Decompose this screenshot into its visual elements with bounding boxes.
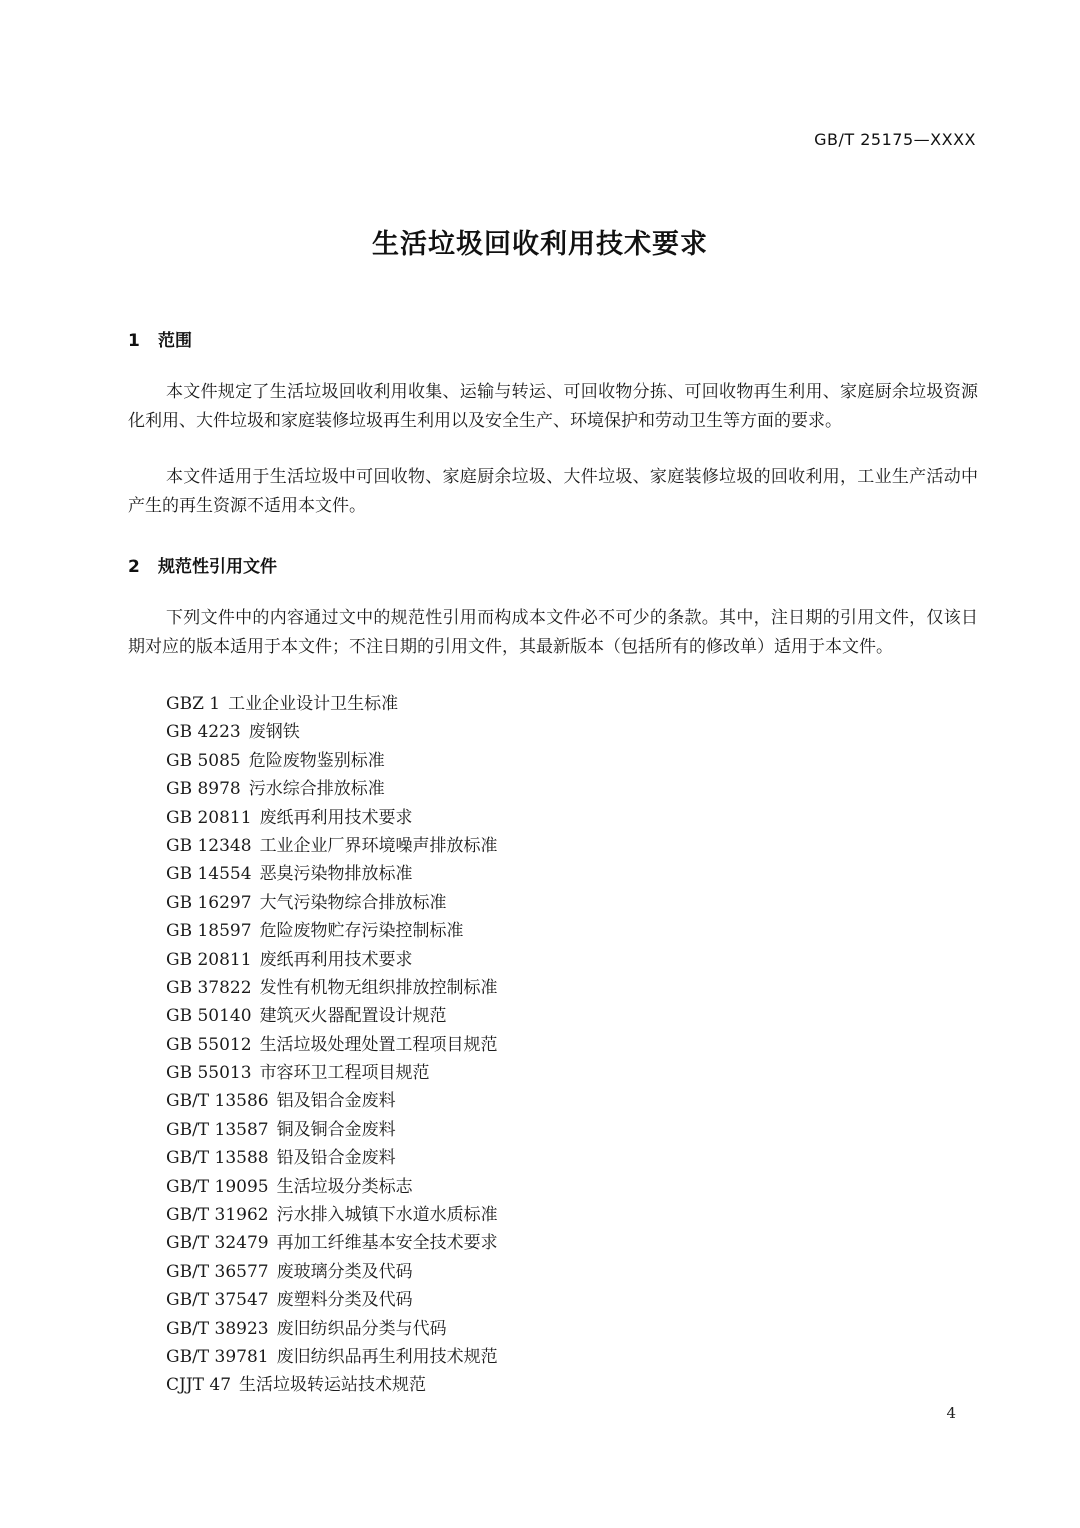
reference-code: GB/T 32479	[166, 1233, 269, 1254]
reference-item	[166, 747, 498, 775]
section-2-intro: 下列文件中的内容通过文中的规范性引用而构成本文件必不可少的条款。其中，注日期的引用文件，仅该日期对应的版本适用于本文件；不注日期的引用文件，其最新版本（包括所有的修改单）适用于本文件。	[128, 608, 978, 657]
reference-code: GB 55013	[166, 1063, 252, 1084]
reference-code: GB 8978	[166, 779, 241, 800]
reference-code: GB 37822	[166, 977, 252, 998]
reference-title: 工业企业厂界环境噪声排放标准	[259, 835, 498, 856]
reference-title: 建筑灭火器配置设计规范	[259, 1006, 447, 1027]
reference-item	[166, 1258, 498, 1286]
section-1-heading	[128, 326, 192, 351]
reference-title: 大气污染物综合排放标准	[259, 892, 447, 913]
reference-item	[166, 1059, 498, 1087]
reference-code: GB 20811	[166, 807, 252, 828]
reference-item	[166, 1343, 498, 1371]
reference-title: 铝及铝合金废料	[276, 1091, 396, 1112]
reference-code: GB 50140	[166, 1006, 252, 1027]
reference-item	[166, 1286, 498, 1314]
section-1-paragraph-2: 本文件适用于生活垃圾中可回收物、家庭厨余垃圾、大件垃圾、家庭装修垃圾的回收利用，工业生产活动中产生的再生资源不适用本文件。	[128, 467, 978, 516]
reference-code: GB 18597	[166, 921, 252, 942]
reference-item	[166, 1144, 498, 1172]
reference-title: 废塑料分类及代码	[276, 1290, 413, 1311]
reference-code: CJJT 47	[166, 1375, 232, 1396]
reference-title: 危险废物鉴别标准	[248, 750, 385, 771]
reference-code: GB/T 39781	[166, 1346, 269, 1367]
reference-title: 铅及铅合金废料	[276, 1148, 396, 1169]
section-2-heading	[128, 552, 277, 577]
reference-item	[166, 946, 498, 974]
reference-title: 废玻璃分类及代码	[276, 1261, 413, 1282]
reference-title: 废钢铁	[248, 722, 300, 743]
reference-code: GB/T 36577	[166, 1261, 269, 1282]
reference-code: GB/T 13588	[166, 1148, 269, 1169]
reference-title: 铜及铜合金废料	[276, 1119, 396, 1140]
reference-item	[166, 1116, 498, 1144]
reference-item	[166, 1031, 498, 1059]
reference-item	[166, 1315, 498, 1343]
document-title: 生活垃圾回收利用技术要求	[372, 229, 708, 260]
reference-item	[166, 1173, 498, 1201]
reference-title: 工业企业设计卫生标准	[228, 694, 399, 714]
reference-code: GB/T 19095	[166, 1176, 269, 1197]
reference-code: GB 16297	[166, 892, 252, 913]
section-1-paragraph-1: 本文件规定了生活垃圾回收利用收集、运输与转运、可回收物分拣、可回收物再生利用、家庭厨余垃圾资源化利用、大件垃圾和家庭装修垃圾再生利用以及安全生产、环境保护和劳动卫生等方面的要求。	[128, 382, 978, 431]
reference-list	[166, 690, 498, 1400]
reference-title: 危险废物贮存污染控制标准	[259, 921, 464, 942]
reference-item	[166, 1371, 498, 1399]
reference-item	[166, 718, 498, 746]
reference-code: GB 14554	[166, 864, 252, 885]
reference-title: 恶臭污染物排放标准	[259, 864, 413, 885]
reference-code: GB 5085	[166, 750, 241, 771]
reference-code: GB/T 37547	[166, 1290, 269, 1311]
reference-title: 生活垃圾转运站技术规范	[239, 1375, 427, 1396]
reference-code: GB/T 38923	[166, 1318, 269, 1339]
reference-title: 生活垃圾处理处置工程项目规范	[259, 1034, 498, 1055]
reference-item	[166, 775, 498, 803]
reference-code: GB 4223	[166, 722, 241, 743]
reference-item	[166, 1002, 498, 1030]
reference-code: GB/T 13586	[166, 1091, 269, 1112]
reference-title: 废旧纺织品分类与代码	[276, 1318, 447, 1339]
section-1-title: 范围	[158, 331, 192, 351]
reference-code: GB 20811	[166, 949, 252, 970]
reference-item	[166, 1201, 498, 1229]
reference-item	[166, 889, 498, 917]
reference-code: GB 12348	[166, 835, 252, 856]
reference-title: 污水综合排放标准	[248, 779, 385, 800]
reference-title: 污水排入城镇下水道水质标准	[276, 1205, 498, 1226]
reference-item	[166, 974, 498, 1002]
section-2-title: 规范性引用文件	[158, 557, 277, 577]
reference-code: GBZ 1	[166, 694, 221, 714]
reference-code: GB/T 13587	[166, 1119, 269, 1140]
document-code: GB/T 25175—XXXX	[814, 130, 976, 149]
reference-code: GB/T 31962	[166, 1205, 269, 1226]
page-number: 4	[946, 1404, 956, 1422]
reference-item	[166, 690, 498, 718]
reference-item	[166, 1087, 498, 1115]
reference-title: 废纸再利用技术要求	[259, 949, 413, 970]
reference-item	[166, 917, 498, 945]
reference-item	[166, 832, 498, 860]
reference-item	[166, 804, 498, 832]
reference-title: 再加工纤维基本安全技术要求	[276, 1233, 498, 1254]
reference-item	[166, 860, 498, 888]
section-2-number: 2	[128, 557, 140, 577]
reference-title: 市容环卫工程项目规范	[259, 1063, 430, 1084]
reference-title: 废纸再利用技术要求	[259, 807, 413, 828]
reference-title: 发性有机物无组织排放控制标准	[259, 977, 498, 998]
reference-code: GB 55012	[166, 1034, 252, 1055]
reference-title: 生活垃圾分类标志	[276, 1176, 413, 1197]
reference-item	[166, 1229, 498, 1257]
reference-title: 废旧纺织品再生利用技术规范	[276, 1346, 498, 1367]
section-1-number: 1	[128, 331, 140, 351]
